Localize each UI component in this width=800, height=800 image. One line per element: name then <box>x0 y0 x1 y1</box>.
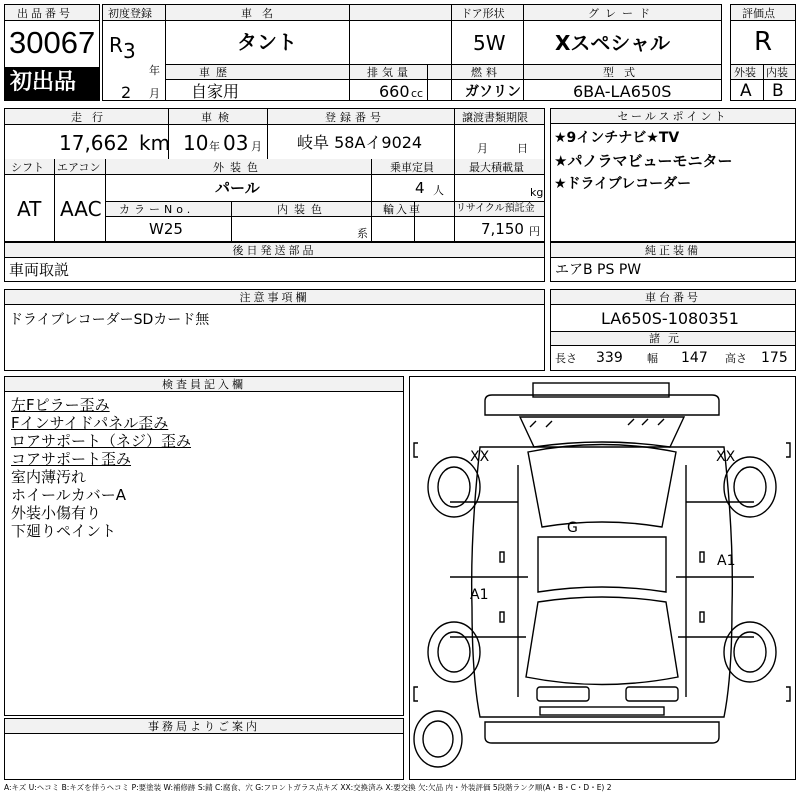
ac-label: エアコン <box>57 161 101 174</box>
model-label: 型式 <box>603 66 645 79</box>
damage-mark: XX <box>470 449 490 465</box>
genuine-label: 純正装備 <box>551 243 795 258</box>
score-label: 評価点 <box>742 7 775 20</box>
damage-mark: A1 <box>470 587 489 603</box>
door-type: 5W <box>473 31 506 55</box>
reg-no-label: 登録番号 <box>325 111 385 124</box>
grade: Xスペシャル <box>555 31 671 55</box>
inspector-line: 左Fピラー歪み <box>11 396 110 414</box>
capacity-label: 乗車定員 <box>390 161 434 174</box>
chassis-label: 車台番号 <box>551 290 795 305</box>
model: 6BA-LA650S <box>573 82 672 101</box>
door-label: ドア形状 <box>461 7 505 20</box>
int-color-unit: 系 <box>357 227 368 240</box>
damage-mark: A1 <box>717 553 736 569</box>
inspection-month-unit: 月 <box>251 140 262 153</box>
displacement-label: 排気量 <box>367 66 412 79</box>
inspector-line: 室内薄汚れ <box>11 468 87 486</box>
vehicle-header-table <box>102 4 722 101</box>
sales-point-item: ★9インチナビ★TV <box>554 130 680 146</box>
genuine-equipment-box <box>550 242 796 282</box>
chassis-box <box>550 289 796 371</box>
later-parts-label: 後日発送部品 <box>5 243 544 258</box>
recycle-unit: 円 <box>529 225 540 238</box>
ext-color: パール <box>215 179 260 197</box>
car-name-label: 車名 <box>241 7 283 20</box>
damage-mark: G <box>567 520 578 536</box>
dims-label: 諸元 <box>649 332 687 345</box>
color-no: W25 <box>149 220 183 238</box>
vehicle-info-table <box>4 108 545 242</box>
inspection-label: 車検 <box>201 111 235 124</box>
first-reg-label: 初度登録 <box>108 7 152 20</box>
office-label: 事務局よりご案内 <box>5 719 403 734</box>
genuine-value: エアB PS PW <box>555 262 642 278</box>
exterior-score: A <box>740 81 752 101</box>
notes-value: ドライブレコーダーSDカード無 <box>9 312 210 328</box>
history: 自家用 <box>191 82 240 101</box>
notes-box <box>4 289 545 371</box>
mileage-label: 走行 <box>71 111 113 124</box>
int-color-label: 内装色 <box>277 203 328 216</box>
mileage: 17,662 <box>59 131 129 155</box>
transfer-month-unit: 月 <box>477 142 488 155</box>
displacement: 660 <box>379 82 410 101</box>
damage-diagram-box <box>409 376 796 780</box>
inspector-line: 下廻りペイント <box>11 522 117 540</box>
later-parts-box <box>4 242 545 282</box>
recycle: 7,150 <box>481 220 524 238</box>
inspection-year-unit: 年 <box>209 140 220 153</box>
sales-points-box <box>550 108 796 242</box>
fuel: ガソリン <box>465 84 521 100</box>
capacity: 4 <box>415 179 425 197</box>
ac: AAC <box>60 197 102 221</box>
office-box <box>4 718 404 780</box>
exterior-label: 外装 <box>734 66 756 79</box>
import-label: 輸入車 <box>383 203 422 216</box>
grade-label: グレード <box>588 7 656 20</box>
recycle-label: リサイクル預託金 <box>456 203 535 214</box>
shift-label: シフト <box>11 161 44 174</box>
inspection-month: 03 <box>223 131 249 155</box>
score-box <box>730 4 796 101</box>
max-load-label: 最大積載量 <box>469 161 524 174</box>
notes-label: 注意事項欄 <box>5 290 544 305</box>
month: 2 <box>121 83 132 102</box>
transfer-label: 譲渡書類期限 <box>462 111 528 124</box>
car-damage-diagram <box>410 377 794 777</box>
color-no-label: カラーNo. <box>119 203 195 216</box>
max-load-unit: kg <box>530 186 544 199</box>
month-unit: 月 <box>149 87 160 100</box>
lot-number: 30067 <box>9 25 96 60</box>
inspector-line: ホイールカバーA <box>11 486 126 504</box>
era: R <box>109 33 123 57</box>
inspector-line: 外装小傷有り <box>11 504 102 522</box>
inspector-notes-box <box>4 376 404 716</box>
ext-color-label: 外装色 <box>213 161 264 174</box>
lot-number-label: 出品番号 <box>17 7 73 20</box>
shift: AT <box>17 197 42 221</box>
era-year: 3 <box>123 39 136 63</box>
height: 175 <box>761 350 788 366</box>
sales-point-item: ★パノラマビューモニター <box>554 152 733 170</box>
inspector-label: 検査員記入欄 <box>5 377 403 392</box>
legend-footer: A:キズ U:ヘコミ B:キズを伴うヘコミ P:要塗装 W:補修跡 S:錆 C:腐食、穴 G:フロントガラス点キズ XX:交換済み X:要交換 欠:欠品 内・外装評価 5段階ランク順(A・B・C・D・E) 2 <box>4 783 612 792</box>
car-name: タント <box>237 30 297 54</box>
transfer-day-unit: 日 <box>517 142 528 155</box>
capacity-unit: 人 <box>433 184 444 197</box>
sales-point-item: ★ドライブレコーダー <box>554 176 692 192</box>
sales-points-label: セールスポイント <box>551 109 795 124</box>
damage-mark: XX <box>716 449 736 465</box>
displacement-unit: cc <box>411 87 424 100</box>
inspector-line: コアサポート歪み <box>11 450 132 468</box>
width-label: 幅 <box>647 352 658 365</box>
interior-score: B <box>772 81 784 101</box>
year-unit: 年 <box>149 64 160 77</box>
height-label: 高さ <box>725 352 747 365</box>
inspector-line: ロアサポート（ネジ）歪み <box>11 432 192 450</box>
inspection-year: 10 <box>183 131 209 155</box>
history-label: 車歴 <box>199 66 233 79</box>
width: 147 <box>681 350 708 366</box>
score: R <box>754 27 773 57</box>
interior-label: 内装 <box>766 66 788 79</box>
first-listing-badge: 初出品 <box>5 67 99 100</box>
chassis-number: LA650S-1080351 <box>601 309 739 328</box>
later-parts-value: 車両取説 <box>9 261 70 279</box>
length: 339 <box>596 350 623 366</box>
reg-no: 岐阜 58Aイ9024 <box>297 133 423 152</box>
lot-number-box <box>4 4 100 101</box>
mileage-unit: km <box>139 131 171 155</box>
inspector-line: Fインサイドパネル歪み <box>11 414 169 432</box>
length-label: 長さ <box>555 352 577 365</box>
fuel-label: 燃料 <box>471 66 501 79</box>
